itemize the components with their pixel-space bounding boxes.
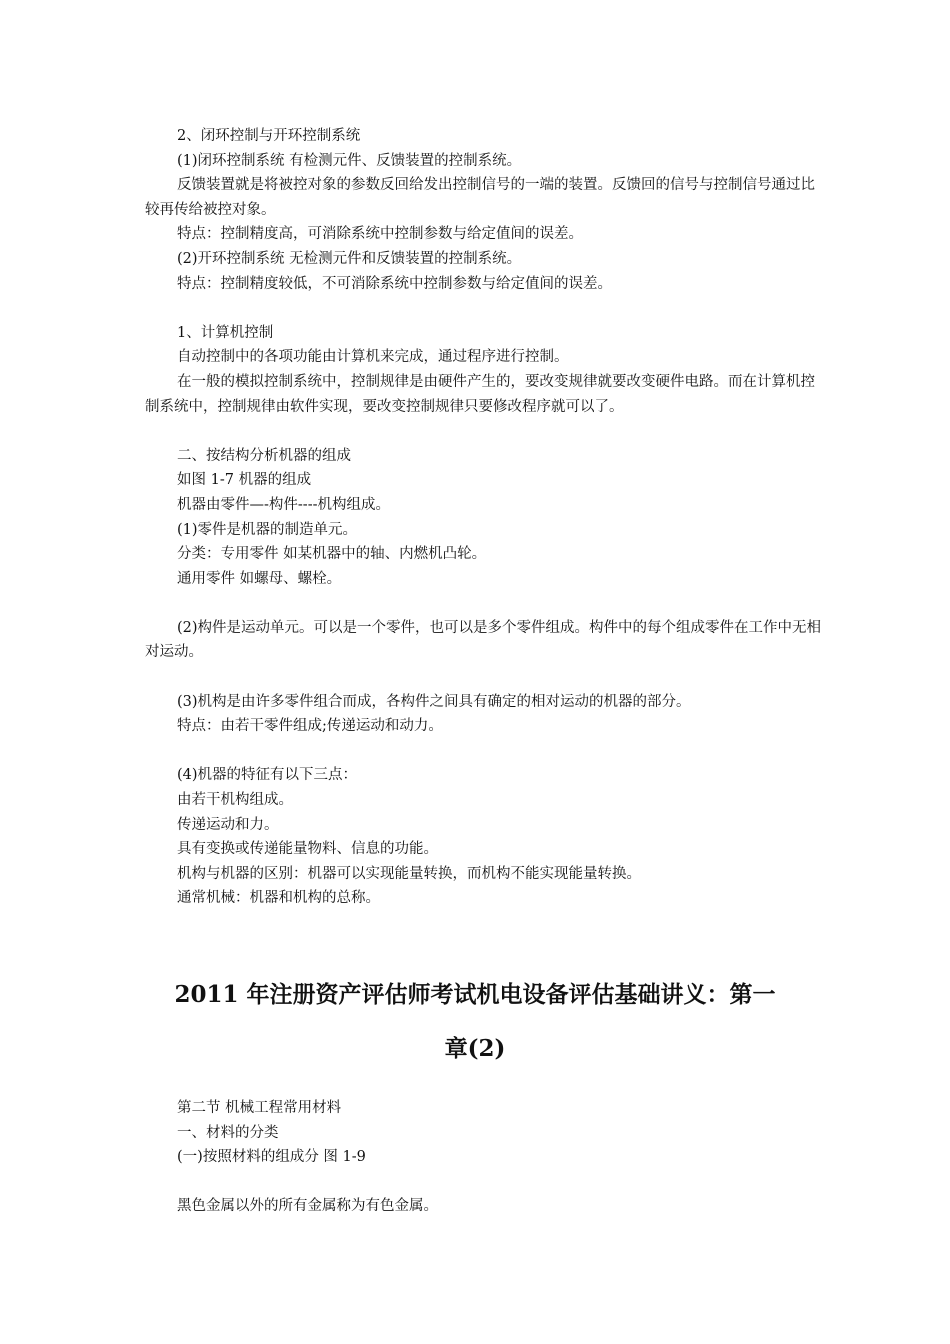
paragraph: (1)零件是机器的制造单元。 (177, 521, 358, 538)
paragraph: 由若干机构组成。 (177, 792, 293, 809)
chapter-heading (145, 968, 805, 1076)
blank-line (145, 419, 825, 444)
paragraph: 机器由零件—-构件----机构组成。 (177, 496, 390, 513)
paragraph: (2)构件是运动单元。可以是一个零件，也可以是多个零件组成。构件中的每个组成零件在工作中无相对运动。 (145, 619, 822, 661)
paragraph: 反馈装置就是将被控对象的参数反回给发出控制信号的一端的装置。反馈回的信号与控制信号通过比较再传给被控对象。 (145, 177, 815, 218)
paragraph: 特点：由若干零件组成;传递运动和动力。 (177, 718, 443, 735)
subsection-title: 二、按结构分析机器的组成 (177, 447, 351, 464)
subsection-title: 1、计算机控制 (177, 324, 274, 341)
subsection-title: 一、材料的分类 (177, 1124, 279, 1141)
paragraph: (2)开环控制系统 无检测元件和反馈装置的控制系统。 (177, 250, 522, 267)
subsection-title: 2、闭环控制与开环控制系统 (177, 128, 361, 144)
paragraph: (3)机构是由许多零件组合而成，各构件之间具有确定的相对运动的机器的部分。 (177, 693, 691, 710)
paragraph: 通用零件 如螺母、螺栓。 (177, 570, 342, 587)
blank-line (145, 665, 825, 690)
chapter-heading-line-2: 章(2) (444, 1035, 506, 1062)
paragraph: 分类：专用零件 如某机器中的轴、内燃机凸轮。 (177, 546, 487, 563)
paragraph: 特点：控制精度较低，不可消除系统中控制参数与给定值间的误差。 (177, 275, 612, 292)
blank-line (145, 591, 825, 616)
paragraph: 机构与机器的区别：机器可以实现能量转换，而机构不能实现能量转换。 (177, 865, 641, 882)
paragraph: 通常机械：机器和机构的总称。 (177, 890, 380, 907)
section-title: 第二节 机械工程常用材料 (177, 1100, 342, 1116)
blank-line (145, 296, 825, 321)
paragraph: 自动控制中的各项功能由计算机来完成，通过程序进行控制。 (177, 349, 569, 366)
chapter-heading-line-1: 2011 年注册资产评估师考试机电设备评估基础讲义：第一 (174, 981, 776, 1008)
document-body-continued (145, 1096, 825, 1219)
paragraph: 特点：控制精度高，可消除系统中控制参数与给定值间的误差。 (177, 226, 583, 243)
paragraph: 黑色金属以外的所有金属称为有色金属。 (177, 1198, 438, 1215)
blank-line (145, 739, 825, 764)
paragraph: (4)机器的特征有以下三点： (177, 767, 358, 784)
paragraph: 具有变换或传递能量物料、信息的功能。 (177, 841, 438, 858)
paragraph: (1)闭环控制系统 有检测元件、反馈装置的控制系统。 (177, 152, 522, 169)
paragraph: 如图 1-7 机器的组成 (177, 472, 312, 489)
paragraph: 传递运动和力。 (177, 816, 279, 833)
document-body (145, 124, 825, 911)
paragraph: 在一般的模拟控制系统中，控制规律是由硬件产生的，要改变规律就要改变硬件电路。而在计算机控制系统中，控制规律由软件实现，要改变控制规律只要修改程序就可以了。 (145, 373, 815, 415)
paragraph: (一)按照材料的组成分 图 1-9 (177, 1149, 366, 1166)
blank-line (145, 1170, 825, 1195)
